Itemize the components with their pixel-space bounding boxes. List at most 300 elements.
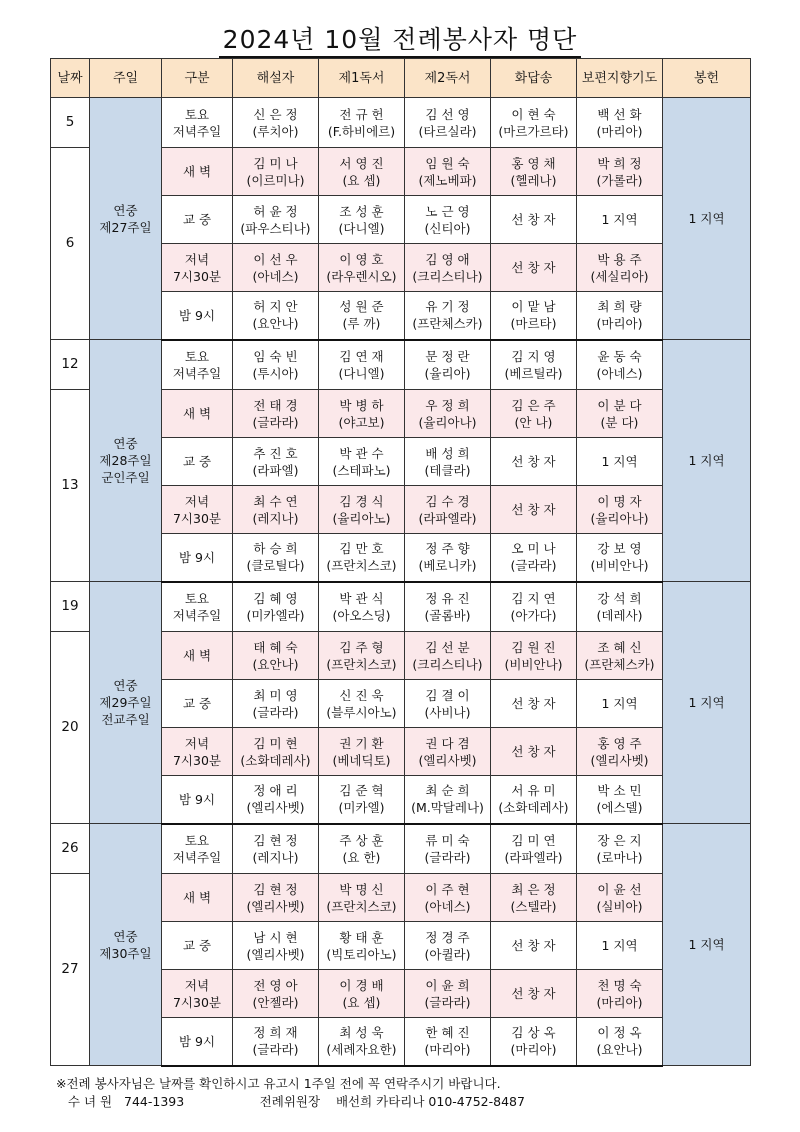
baptismal-name: (다니엘)	[338, 365, 385, 381]
baptismal-name: (프란체스카)	[584, 656, 655, 672]
service-kind	[162, 680, 233, 728]
volunteer-cell	[405, 340, 491, 390]
baptismal-name: (소화데레사)	[498, 800, 569, 816]
baptismal-name: (엘리사벳)	[246, 946, 305, 962]
header-kind: 구분	[162, 59, 233, 98]
baptismal-name: (마리아)	[596, 994, 643, 1010]
service-kind-line: 7시30분	[172, 510, 221, 526]
baptismal-name: (엘리사벳)	[590, 752, 649, 768]
volunteer-name: 조 성 훈	[339, 203, 384, 219]
baptismal-name: (비비안나)	[590, 558, 649, 574]
volunteer-name: 이 선 우	[253, 251, 298, 267]
service-kind-line: 토요	[184, 590, 210, 606]
service-kind-line: 저녁주일	[172, 123, 222, 139]
baptismal-name: (안젤라)	[252, 994, 299, 1010]
volunteer-cell	[233, 680, 319, 728]
volunteer-cell	[319, 390, 405, 438]
baptismal-name: (라파엘라)	[504, 849, 563, 865]
sunday-line: 연중	[113, 928, 138, 944]
header-sunday: 주일	[90, 59, 162, 98]
table-row	[51, 98, 751, 148]
volunteer-cell	[319, 824, 405, 874]
volunteer-cell	[319, 534, 405, 582]
footer-note	[56, 1075, 525, 1111]
header-offering: 봉헌	[663, 59, 751, 98]
volunteer-name: 김 수 경	[425, 493, 470, 509]
volunteer-name: 홍 영 채	[511, 155, 556, 171]
baptismal-name: (클로틸다)	[246, 558, 305, 574]
service-kind-line: 밤 9시	[178, 791, 216, 807]
volunteer-name: 선 창 자	[511, 212, 556, 227]
sunday-cell	[90, 582, 162, 824]
volunteer-cell	[491, 292, 577, 340]
volunteer-name: 한 혜 진	[425, 1025, 470, 1041]
service-kind	[162, 776, 233, 824]
volunteer-cell	[233, 244, 319, 292]
volunteer-cell	[233, 438, 319, 486]
volunteer-name: 강 보 영	[597, 541, 642, 557]
volunteer-name: 서 영 진	[339, 155, 384, 171]
volunteer-cell	[319, 438, 405, 486]
baptismal-name: (아네스)	[596, 365, 643, 381]
service-kind-line: 토요	[184, 832, 210, 848]
volunteer-cell	[491, 98, 577, 148]
baptismal-name: (율리아노)	[332, 510, 391, 526]
volunteer-cell	[233, 632, 319, 680]
schedule-body	[51, 98, 751, 1066]
header-reading1: 제1독서	[319, 59, 405, 98]
baptismal-name: (스테파노)	[332, 462, 391, 478]
service-kind-line: 저녁	[184, 493, 210, 509]
volunteer-name: 장 은 지	[597, 832, 642, 848]
service-kind-line: 7시30분	[172, 752, 221, 768]
service-kind	[162, 98, 233, 148]
volunteer-name: 허 지 안	[253, 299, 298, 315]
baptismal-name: (요 셉)	[342, 172, 381, 188]
date-cell: 19	[51, 582, 90, 632]
baptismal-name: (마리아)	[510, 1042, 557, 1058]
volunteer-name: 허 윤 정	[253, 203, 298, 219]
date-cell: 13	[51, 390, 90, 582]
volunteer-name: 박 관 수	[339, 445, 384, 461]
volunteer-cell	[233, 292, 319, 340]
header-psalm: 화답송	[491, 59, 577, 98]
volunteer-name: 류 미 숙	[425, 832, 470, 848]
sunday-line: 제30주일	[99, 945, 152, 961]
volunteer-name: 1 지역	[601, 696, 638, 711]
baptismal-name: (라파엘라)	[418, 510, 477, 526]
header-reading2: 제2독서	[405, 59, 491, 98]
baptismal-name: (헬레나)	[510, 172, 557, 188]
volunteer-name: 김 미 연	[511, 832, 556, 848]
volunteer-name: 박 관 식	[339, 590, 384, 606]
baptismal-name: (미카엘)	[338, 800, 385, 816]
volunteer-name: 김 결 이	[425, 687, 470, 703]
sunday-cell	[90, 824, 162, 1066]
header-prayer: 보편지향기도	[577, 59, 663, 98]
volunteer-cell	[319, 244, 405, 292]
page-title: 2024년 10월 전례봉사자 명단	[0, 20, 800, 56]
baptismal-name: (소화데레사)	[240, 752, 311, 768]
volunteer-name: 정 유 진	[425, 590, 470, 606]
baptismal-name: (야고보)	[338, 414, 385, 430]
service-kind	[162, 534, 233, 582]
baptismal-name: (세실리아)	[590, 268, 649, 284]
volunteer-name: 최 성 욱	[339, 1025, 384, 1041]
volunteer-name: 김 지 영	[511, 348, 556, 364]
sunday-line: 군인주일	[101, 470, 150, 485]
service-kind	[162, 292, 233, 340]
volunteer-cell	[405, 776, 491, 824]
volunteer-name: 윤 동 숙	[597, 348, 642, 364]
baptismal-name: (비비안나)	[504, 656, 563, 672]
baptismal-name: (글라라)	[252, 414, 299, 430]
volunteer-cell	[577, 390, 663, 438]
baptismal-name: (글라라)	[252, 704, 299, 720]
volunteer-cell	[233, 148, 319, 196]
baptismal-name: (가롤라)	[596, 172, 643, 188]
service-kind-line: 7시30분	[172, 994, 221, 1010]
volunteer-name: 홍 영 주	[597, 735, 642, 751]
service-kind	[162, 632, 233, 680]
volunteer-cell	[491, 438, 577, 486]
schedule-table	[50, 58, 751, 1067]
volunteer-cell	[319, 98, 405, 148]
volunteer-name: 선 창 자	[511, 260, 556, 275]
baptismal-name: (프란치스코)	[326, 558, 397, 574]
baptismal-name: (레지나)	[252, 510, 299, 526]
volunteer-cell	[577, 824, 663, 874]
volunteer-cell	[577, 1018, 663, 1066]
table-row	[51, 824, 751, 874]
volunteer-cell	[233, 922, 319, 970]
volunteer-cell	[405, 148, 491, 196]
volunteer-cell	[491, 148, 577, 196]
service-kind	[162, 824, 233, 874]
volunteer-cell	[233, 728, 319, 776]
volunteer-cell	[491, 196, 577, 244]
service-kind-line: 밤 9시	[178, 307, 216, 323]
volunteer-cell	[491, 486, 577, 534]
volunteer-cell	[405, 632, 491, 680]
volunteer-cell	[319, 340, 405, 390]
volunteer-name: 선 창 자	[511, 696, 556, 711]
volunteer-cell	[491, 1018, 577, 1066]
service-kind	[162, 390, 233, 438]
volunteer-cell	[577, 98, 663, 148]
baptismal-name: (프란치스코)	[326, 656, 397, 672]
volunteer-cell	[577, 970, 663, 1018]
volunteer-cell	[577, 582, 663, 632]
volunteer-name: 김 미 나	[253, 155, 298, 171]
volunteer-name: 이 정 옥	[597, 1025, 642, 1041]
baptismal-name: (요 한)	[342, 849, 381, 865]
baptismal-name: (아네스)	[424, 898, 471, 914]
baptismal-name: (스텔라)	[510, 898, 557, 914]
offering-cell: 1 지역	[663, 824, 751, 1066]
volunteer-name: 추 진 호	[253, 445, 298, 461]
sunday-line: 제29주일	[99, 695, 152, 710]
volunteer-cell	[319, 148, 405, 196]
volunteer-cell	[491, 776, 577, 824]
service-kind-line: 저녁	[184, 251, 210, 267]
date-cell: 27	[51, 874, 90, 1066]
volunteer-cell	[233, 776, 319, 824]
baptismal-name: (크리스티나)	[412, 268, 483, 284]
baptismal-name: (글라라)	[510, 558, 557, 574]
volunteer-cell	[491, 390, 577, 438]
footer-line: 수 녀 원 744-1393 전례위원장 배선희 카타리나 010-4752-8487	[56, 1094, 525, 1109]
volunteer-cell	[233, 874, 319, 922]
service-kind-line: 밤 9시	[178, 549, 216, 565]
baptismal-name: (마르타)	[510, 316, 557, 332]
baptismal-name: (실비아)	[596, 898, 643, 914]
volunteer-name: 이 주 현	[425, 881, 470, 897]
volunteer-cell	[405, 728, 491, 776]
volunteer-name: 정 경 주	[425, 929, 470, 945]
volunteer-cell	[577, 148, 663, 196]
volunteer-cell	[577, 922, 663, 970]
baptismal-name: (데레사)	[596, 607, 643, 623]
volunteer-cell	[405, 292, 491, 340]
volunteer-name: 문 정 란	[425, 348, 470, 364]
header-row	[51, 59, 751, 98]
baptismal-name: (요안나)	[252, 656, 299, 672]
volunteer-name: 유 기 정	[425, 299, 470, 315]
baptismal-name: (세례자요한)	[326, 1042, 397, 1058]
baptismal-name: (글라라)	[424, 849, 471, 865]
volunteer-name: 김 선 영	[425, 106, 470, 122]
baptismal-name: (신티아)	[424, 220, 471, 236]
volunteer-cell	[319, 874, 405, 922]
baptismal-name: (제노베파)	[418, 172, 477, 188]
volunteer-name: 전 영 아	[253, 977, 298, 993]
volunteer-name: 박 소 민	[597, 783, 642, 799]
volunteer-cell	[405, 922, 491, 970]
volunteer-name: 이 윤 희	[425, 977, 470, 993]
volunteer-name: 정 주 향	[425, 541, 470, 557]
offering-cell: 1 지역	[663, 582, 751, 824]
service-kind-line: 저녁	[184, 977, 210, 993]
baptismal-name: (라우렌시오)	[326, 268, 397, 284]
service-kind	[162, 970, 233, 1018]
volunteer-name: 김 상 옥	[511, 1025, 556, 1041]
volunteer-cell	[319, 196, 405, 244]
volunteer-name: 박 명 신	[339, 881, 384, 897]
baptismal-name: (마르가르타)	[498, 123, 569, 139]
volunteer-name: 박 희 정	[597, 155, 642, 171]
volunteer-name: 1 지역	[601, 454, 638, 469]
volunteer-name: 이 경 배	[339, 977, 384, 993]
service-kind	[162, 244, 233, 292]
volunteer-name: 주 상 훈	[339, 832, 384, 848]
volunteer-name: 김 혜 영	[253, 590, 298, 606]
baptismal-name: (엘리사벳)	[246, 800, 305, 816]
service-kind	[162, 874, 233, 922]
offering-cell: 1 지역	[663, 340, 751, 582]
service-kind-line: 저녁주일	[172, 365, 222, 381]
service-kind-line: 새 벽	[182, 648, 212, 663]
service-kind-line: 교 중	[182, 454, 212, 469]
volunteer-cell	[319, 922, 405, 970]
volunteer-name: 최 수 연	[253, 493, 298, 509]
baptismal-name: (M.막달레나)	[411, 800, 484, 816]
date-cell: 6	[51, 148, 90, 340]
header-commentator: 해설자	[233, 59, 319, 98]
header-date: 날짜	[51, 59, 90, 98]
volunteer-name: 강 석 희	[597, 590, 642, 606]
service-kind	[162, 922, 233, 970]
volunteer-name: 이 맡 남	[511, 299, 556, 315]
baptismal-name: (루 까)	[342, 316, 381, 332]
baptismal-name: (엘리사벳)	[246, 898, 305, 914]
volunteer-name: 정 희 재	[253, 1025, 298, 1041]
date-cell: 5	[51, 98, 90, 148]
volunteer-name: 정 애 리	[253, 783, 298, 799]
baptismal-name: (빅토리아노)	[326, 946, 397, 962]
baptismal-name: (레지나)	[252, 849, 299, 865]
baptismal-name: (테클라)	[424, 462, 471, 478]
volunteer-cell	[405, 1018, 491, 1066]
volunteer-name: 천 명 숙	[597, 977, 642, 993]
volunteer-name: 이 명 자	[597, 493, 642, 509]
service-kind	[162, 148, 233, 196]
volunteer-cell	[405, 244, 491, 292]
volunteer-cell	[319, 292, 405, 340]
baptismal-name: (아퀼라)	[424, 946, 471, 962]
volunteer-cell	[405, 196, 491, 244]
volunteer-cell	[491, 824, 577, 874]
sunday-line: 연중	[113, 678, 138, 693]
volunteer-cell	[319, 776, 405, 824]
volunteer-cell	[233, 824, 319, 874]
volunteer-name: 임 숙 빈	[253, 348, 298, 364]
volunteer-cell	[577, 874, 663, 922]
baptismal-name: (분 다)	[600, 414, 639, 430]
volunteer-name: 선 창 자	[511, 986, 556, 1001]
volunteer-cell	[233, 390, 319, 438]
volunteer-cell	[577, 196, 663, 244]
baptismal-name: (안 나)	[514, 414, 553, 430]
service-kind	[162, 1018, 233, 1066]
volunteer-name: 이 윤 선	[597, 881, 642, 897]
baptismal-name: (베르틸라)	[504, 365, 563, 381]
baptismal-name: (다니엘)	[338, 220, 385, 236]
volunteer-cell	[405, 98, 491, 148]
volunteer-name: 우 정 희	[425, 397, 470, 413]
volunteer-name: 임 원 숙	[425, 155, 470, 171]
volunteer-cell	[233, 970, 319, 1018]
volunteer-name: 김 연 재	[339, 348, 384, 364]
service-kind-line: 저녁주일	[172, 607, 222, 623]
baptismal-name: (요 셉)	[342, 994, 381, 1010]
baptismal-name: (투시아)	[252, 365, 299, 381]
baptismal-name: (파우스티나)	[240, 220, 311, 236]
volunteer-name: 박 병 하	[339, 397, 384, 413]
volunteer-name: 선 창 자	[511, 744, 556, 759]
volunteer-cell	[491, 874, 577, 922]
volunteer-name: 최 은 정	[511, 881, 556, 897]
volunteer-name: 최 희 량	[597, 299, 642, 315]
service-kind	[162, 582, 233, 632]
service-kind-line: 저녁주일	[172, 849, 222, 865]
volunteer-cell	[319, 680, 405, 728]
volunteer-name: 이 영 호	[339, 251, 384, 267]
volunteer-cell	[405, 680, 491, 728]
baptismal-name: (아오스딩)	[332, 607, 391, 623]
volunteer-cell	[491, 534, 577, 582]
volunteer-cell	[491, 970, 577, 1018]
baptismal-name: (골롬바)	[424, 607, 471, 623]
sunday-cell	[90, 340, 162, 582]
baptismal-name: (타르실라)	[418, 123, 477, 139]
volunteer-cell	[577, 534, 663, 582]
date-cell: 26	[51, 824, 90, 874]
volunteer-cell	[233, 534, 319, 582]
volunteer-cell	[405, 824, 491, 874]
service-kind-line: 교 중	[182, 938, 212, 953]
volunteer-cell	[319, 632, 405, 680]
baptismal-name: (마리아)	[596, 316, 643, 332]
baptismal-name: (율리아나)	[418, 414, 477, 430]
table-row	[51, 582, 751, 632]
volunteer-name: 서 유 미	[511, 783, 556, 799]
volunteer-cell	[577, 632, 663, 680]
volunteer-cell	[233, 486, 319, 534]
service-kind-line: 새 벽	[182, 890, 212, 905]
volunteer-cell	[491, 632, 577, 680]
service-kind	[162, 728, 233, 776]
sunday-line: 제28주일	[99, 453, 152, 468]
volunteer-cell	[405, 970, 491, 1018]
volunteer-name: 선 창 자	[511, 454, 556, 469]
volunteer-name: 김 경 식	[339, 493, 384, 509]
baptismal-name: (엘리사벳)	[418, 752, 477, 768]
baptismal-name: (아가다)	[510, 607, 557, 623]
volunteer-name: 성 원 준	[339, 299, 384, 315]
volunteer-cell	[577, 776, 663, 824]
volunteer-cell	[577, 680, 663, 728]
volunteer-cell	[319, 582, 405, 632]
volunteer-name: 최 순 희	[425, 783, 470, 799]
volunteer-cell	[577, 340, 663, 390]
volunteer-name: 박 용 주	[597, 251, 642, 267]
volunteer-name: 이 현 숙	[511, 106, 556, 122]
volunteer-cell	[319, 486, 405, 534]
sunday-line: 제27주일	[99, 219, 152, 235]
baptismal-name: (마리아)	[424, 1042, 471, 1058]
volunteer-cell	[233, 582, 319, 632]
service-kind-line: 토요	[184, 348, 210, 364]
baptismal-name: (미카엘라)	[246, 607, 305, 623]
volunteer-name: 하 승 희	[253, 541, 298, 557]
sunday-line: 연중	[113, 436, 138, 451]
baptismal-name: (프란체스카)	[412, 316, 483, 332]
service-kind	[162, 486, 233, 534]
baptismal-name: (에스델)	[596, 800, 643, 816]
volunteer-name: 조 혜 신	[597, 639, 642, 655]
table-row	[51, 340, 751, 390]
baptismal-name: (마리아)	[596, 123, 643, 139]
baptismal-name: (글라라)	[252, 1042, 299, 1058]
volunteer-name: 김 선 분	[425, 639, 470, 655]
volunteer-cell	[405, 438, 491, 486]
volunteer-cell	[405, 582, 491, 632]
volunteer-cell	[233, 196, 319, 244]
sunday-line: 전교주일	[101, 712, 150, 727]
volunteer-name: 전 규 헌	[339, 106, 384, 122]
volunteer-cell	[233, 98, 319, 148]
